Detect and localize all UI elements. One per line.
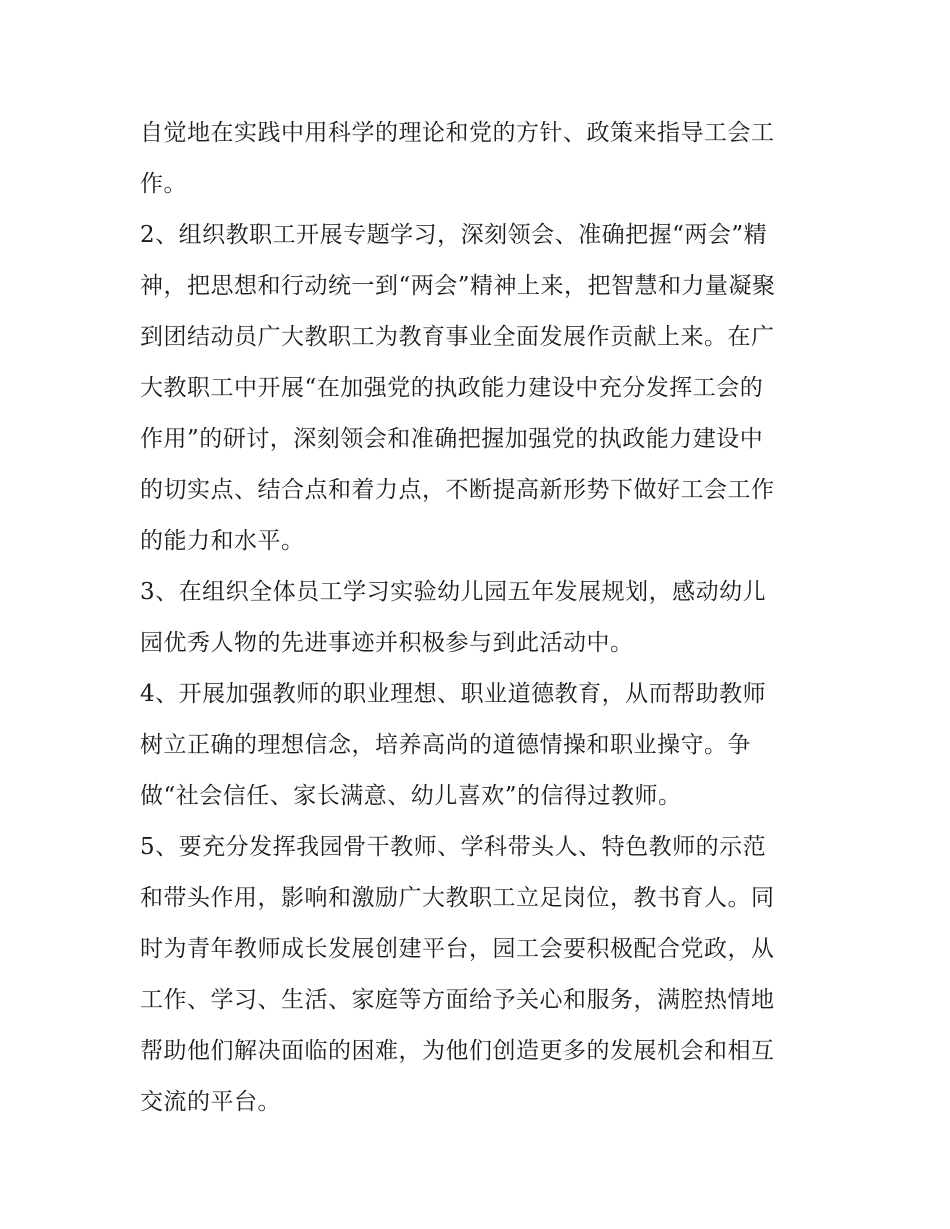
text-line: 工作、学习、生活、家庭等方面给予关心和服务，满腔热情地 bbox=[140, 987, 775, 1013]
text-line: 作。 bbox=[140, 171, 187, 197]
text-line: 的切实点、结合点和着力点，不断提高新形势下做好工会工作 bbox=[140, 477, 775, 503]
text-line: 园优秀人物的先进事迹并积极参与到此活动中。 bbox=[140, 630, 634, 656]
text-line: 5、要充分发挥我园骨干教师、学科带头人、特色教师的示范 bbox=[140, 834, 767, 860]
text-line: 3、在组织全体员工学习实验幼儿园五年发展规划，感动幼儿 bbox=[140, 579, 767, 605]
text-line: 交流的平台。 bbox=[140, 1089, 281, 1115]
text-line: 大教职工中开展“在加强党的执政能力建设中充分发挥工会的 bbox=[140, 375, 764, 401]
text-line: 到团结动员广大教职工为教育事业全面发展作贡献上来。在广 bbox=[140, 324, 775, 350]
text-line: 树立正确的理想信念，培养高尚的道德情操和职业操守。争 bbox=[140, 732, 751, 758]
body-text bbox=[140, 108, 820, 1128]
text-line: 4、开展加强教师的职业理想、职业道德教育，从而帮助教师 bbox=[140, 681, 767, 707]
text-line: 2、组织教职工开展专题学习，深刻领会、准确把握“两会”精 bbox=[140, 222, 768, 248]
text-line: 和带头作用，影响和激励广大教职工立足岗位，教书育人。同 bbox=[140, 885, 775, 911]
text-line: 的能力和水平。 bbox=[140, 528, 305, 554]
text-line: 帮助他们解决面临的困难，为他们创造更多的发展机会和相互 bbox=[140, 1038, 775, 1064]
text-line: 做“社会信任、家长满意、幼儿喜欢”的信得过教师。 bbox=[140, 783, 682, 809]
text-line: 自觉地在实践中用科学的理论和党的方针、政策来指导工会工 bbox=[140, 120, 775, 146]
text-line: 作用”的研讨，深刻领会和准确把握加强党的执政能力建设中 bbox=[140, 426, 764, 452]
text-line: 神，把思想和行动统一到“两会”精神上来，把智慧和力量凝聚 bbox=[140, 273, 776, 299]
text-line: 时为青年教师成长发展创建平台，园工会要积极配合党政，从 bbox=[140, 936, 775, 962]
